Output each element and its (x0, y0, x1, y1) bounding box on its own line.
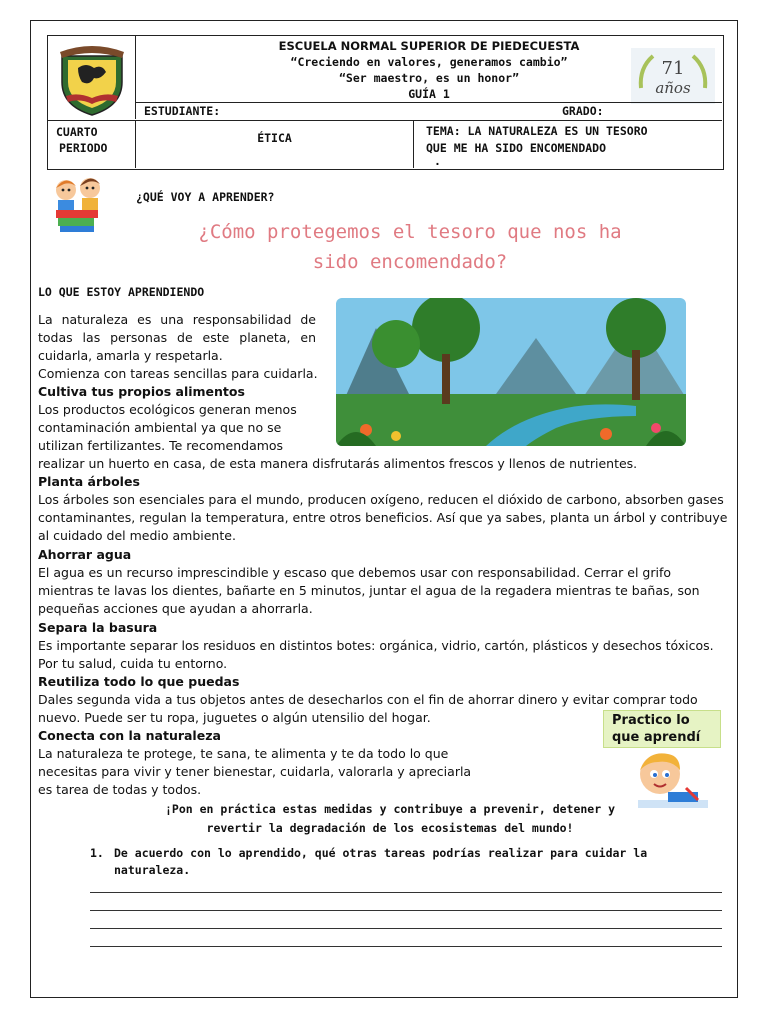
heading-reuse: Reutiliza todo lo que puedas (38, 674, 240, 689)
practice-line-1: Practico lo (612, 713, 690, 728)
anniversary-word: años (655, 79, 691, 97)
paragraph-8-line-2: necesitas para vivir y tener bienestar, cuidarla, valorarla y apreciarla (38, 764, 472, 779)
heading-connect: Conecta con la naturaleza (38, 728, 221, 743)
question-1 (90, 845, 650, 879)
main-question-line-1: ¿Cómo protegemos el tesoro que nos ha (198, 221, 622, 243)
cta-line-2: revertir la degradación de los ecosistemas del mundo! (206, 821, 574, 835)
answer-line[interactable] (90, 928, 722, 929)
nature-landscape-image (336, 298, 686, 446)
paragraph-3-line-4: realizar un huerto en casa, de esta manera disfrutarás alimentos frescos y llenos de nutrientes. (38, 456, 638, 471)
call-to-action (150, 800, 630, 838)
student-row (136, 102, 722, 120)
paragraph-6: Es importante separar los residuos en distintos botes: orgánica, vidrio, cartón, plásticos y desechos tóxicos. Por tu salud, cuida tu entorno. (38, 638, 714, 671)
paragraph-1: La naturaleza es una responsabilidad de todas las personas de este planeta, en cuidarla, amarla y respetarla. (38, 312, 316, 363)
paragraph-8-line-3: es tarea de todas y todos. (38, 782, 202, 797)
boy-writing-icon (628, 748, 714, 812)
anniversary-number: 71 (661, 58, 685, 79)
paragraph-8-line-1: La naturaleza te protege, te sana, te alimenta y te da todo lo que (38, 746, 449, 761)
school-crest-icon (48, 36, 136, 119)
paragraph-3-line-2: contaminación ambiental ya que no se (38, 420, 282, 435)
school-logo-cell (48, 36, 136, 119)
heading-separate-trash: Separa la basura (38, 620, 158, 635)
heading-plant-trees: Planta árboles (38, 474, 140, 489)
answer-line[interactable] (90, 946, 722, 947)
period-line-1: CUARTO (56, 125, 98, 139)
answer-line[interactable] (90, 910, 722, 911)
paragraph-4: Los árboles son esenciales para el mundo, producen oxígeno, reducen el dióxido de carbono, absorben gases contaminantes, regulan la temperatura, entre otros beneficios. Así que ya sabes, planta un árbol y contribuye al cuidado del medio ambiente. (38, 492, 728, 543)
paragraph-2: Comienza con tareas sencillas para cuidarla. (38, 366, 318, 381)
motto-2: “Ser maestro, es un honor” (338, 71, 519, 85)
header-table (47, 35, 724, 170)
heading-save-water: Ahorrar agua (38, 547, 132, 562)
school-name: ESCUELA NORMAL SUPERIOR DE PIEDECUESTA (278, 39, 580, 53)
topic-line-2: QUE ME HA SIDO ENCOMENDADO (426, 141, 607, 155)
subject-cell: ÉTICA (136, 121, 414, 168)
paragraph-5: El agua es un recurso imprescindible y escaso que debemos usar con responsabilidad. Cerrar el grifo mientras te lavas los dientes, bañarte en 5 minutos, juntar el agua de la regadera mientras te bañas, son pequeñas acciones que ayudan a ahorrarla. (38, 565, 700, 616)
anniversary-wreath-icon (631, 48, 715, 104)
info-row (48, 120, 722, 168)
topic-line-1: TEMA: LA NATURALEZA ES UN TESORO (426, 124, 648, 138)
heading-cultivate: Cultiva tus propios alimentos (38, 384, 245, 399)
section-title: LO QUE ESTOY APRENDIENDO (38, 285, 205, 299)
answer-line[interactable] (90, 892, 722, 893)
practice-box (603, 710, 721, 748)
main-question (180, 217, 640, 277)
practice-line-2: que aprendí (612, 730, 701, 745)
motto-1: “Creciendo en valores, generamos cambio” (290, 55, 568, 69)
paragraph-3-line-3: utilizan fertilizantes. Te recomendamos (38, 438, 284, 453)
period-cell (48, 121, 136, 168)
paragraph-3-line-1: Los productos ecológicos generan menos (38, 402, 297, 417)
main-question-line-2: sido encomendado? (312, 251, 508, 273)
topic-cell (414, 121, 722, 168)
period-line-2: PERIODO (59, 141, 108, 155)
kids-reading-icon (44, 172, 116, 236)
question-1-number: 1. (90, 846, 104, 860)
question-1-text: De acuerdo con lo aprendido, qué otras tareas podrías realizar para cuidar la naturaleza. (114, 846, 648, 877)
student-label: ESTUDIANTE: (144, 104, 221, 118)
cta-line-1: ¡Pon en práctica estas medidas y contribuye a prevenir, detener y (164, 802, 616, 816)
grade-label: GRADO: (562, 104, 604, 118)
paragraph-7: Dales segunda vida a tus objetos antes de desecharlos con el fin de ahorrar dinero y evitar comprar todo nuevo. Puede ser tu ropa, juguetes o algún utensilio del hogar. (38, 692, 698, 725)
guide-number: GUÍA 1 (408, 87, 450, 101)
anniversary-badge (631, 48, 715, 104)
topic-dot: . (434, 154, 441, 168)
learn-label: ¿QUÉ VOY A APRENDER? (136, 190, 275, 204)
